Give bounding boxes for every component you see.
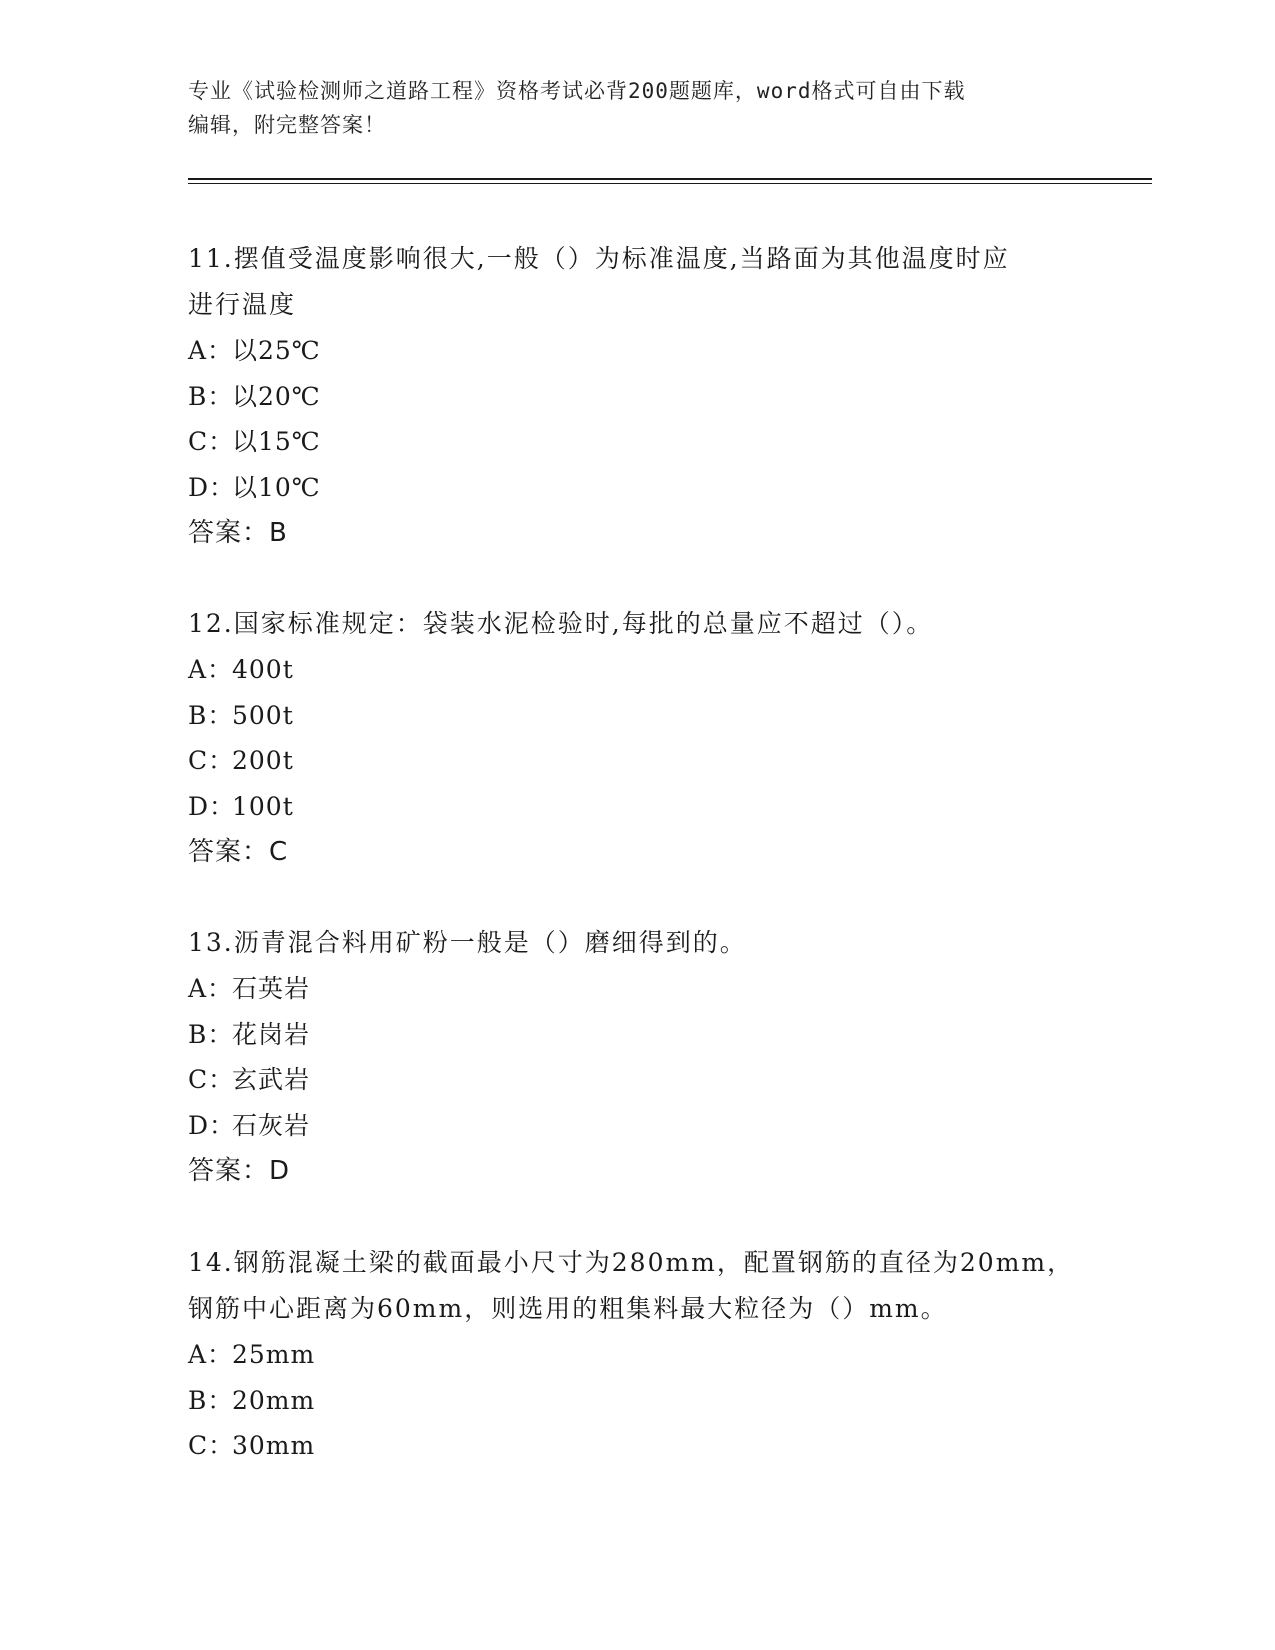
- header-divider-thin: [188, 183, 1152, 184]
- option-text: 500t: [232, 700, 294, 730]
- option-c: [188, 738, 1088, 784]
- option-text: 20mm: [232, 1385, 316, 1415]
- option-a: [188, 966, 1088, 1012]
- header-line-1: 专业《试验检测师之道路工程》资格考试必背200题题库，word格式可自由下载: [188, 79, 966, 103]
- option-key: B：: [188, 1019, 234, 1049]
- option-b: [188, 374, 1088, 420]
- option-text: 以15℃: [232, 427, 321, 456]
- option-text: 以10℃: [232, 472, 321, 502]
- question-line: 13.沥青混合料用矿粉一般是（）磨细得到的。: [188, 928, 747, 957]
- option-key: A：: [188, 336, 234, 365]
- question-11: [188, 236, 1088, 556]
- answer: 答案：B: [188, 518, 288, 548]
- question-14: [188, 1240, 1088, 1469]
- question-text: [188, 236, 1088, 328]
- option-c: [188, 1423, 1088, 1469]
- option-c: [188, 419, 1088, 465]
- option-text: 100t: [232, 791, 294, 821]
- option-d: [188, 1103, 1088, 1149]
- option-key: C：: [188, 1065, 235, 1094]
- option-key: A：: [188, 655, 234, 684]
- header-divider: [188, 178, 1152, 180]
- question-text: [188, 1240, 1088, 1332]
- question-line: 12.国家标准规定：袋装水泥检验时,每批的总量应不超过（）。: [188, 609, 934, 638]
- option-text: 石英岩: [232, 974, 311, 1003]
- option-key: B：: [188, 700, 234, 730]
- option-key: B：: [188, 1385, 234, 1415]
- question-text: [188, 920, 1088, 966]
- option-text: 花岗岩: [232, 1019, 311, 1049]
- option-text: 石灰岩: [232, 1110, 311, 1140]
- header-line-2: 编辑，附完整答案！: [188, 113, 386, 137]
- option-text: 30mm: [232, 1431, 316, 1460]
- option-d: [188, 465, 1088, 511]
- question-13: [188, 920, 1088, 1194]
- option-text: 200t: [232, 746, 294, 775]
- option-b: [188, 1012, 1088, 1058]
- option-d: [188, 784, 1088, 830]
- option-a: [188, 328, 1088, 374]
- option-key: D：: [188, 791, 236, 821]
- option-text: 以25℃: [232, 336, 321, 365]
- question-12: [188, 601, 1088, 875]
- option-key: A：: [188, 1340, 234, 1369]
- option-key: B：: [188, 381, 234, 411]
- option-key: D：: [188, 472, 236, 502]
- option-key: C：: [188, 427, 235, 456]
- option-b: [188, 693, 1088, 739]
- answer: 答案：D: [188, 1156, 291, 1186]
- question-line: 14.钢筋混凝土梁的截面最小尺寸为280mm，配置钢筋的直径为20mm，: [188, 1248, 1075, 1277]
- option-a: [188, 647, 1088, 693]
- question-text: [188, 601, 1088, 647]
- answer: 答案：C: [188, 837, 289, 867]
- option-key: C：: [188, 746, 235, 775]
- option-b: [188, 1378, 1088, 1424]
- question-line: 进行温度: [188, 290, 297, 319]
- question-line: 钢筋中心距离为60mm，则选用的粗集料最大粒径为（）mm。: [188, 1294, 948, 1323]
- option-key: C：: [188, 1431, 235, 1460]
- question-line: 11.摆值受温度影响很大,一般（）为标准温度,当路面为其他温度时应: [188, 244, 1010, 273]
- option-a: [188, 1332, 1088, 1378]
- option-key: D：: [188, 1110, 236, 1140]
- option-text: 400t: [232, 655, 294, 684]
- option-text: 25mm: [232, 1340, 316, 1369]
- option-key: A：: [188, 974, 234, 1003]
- document-header: [188, 74, 1088, 142]
- option-c: [188, 1057, 1088, 1103]
- option-text: 玄武岩: [232, 1065, 311, 1094]
- option-text: 以20℃: [232, 381, 321, 411]
